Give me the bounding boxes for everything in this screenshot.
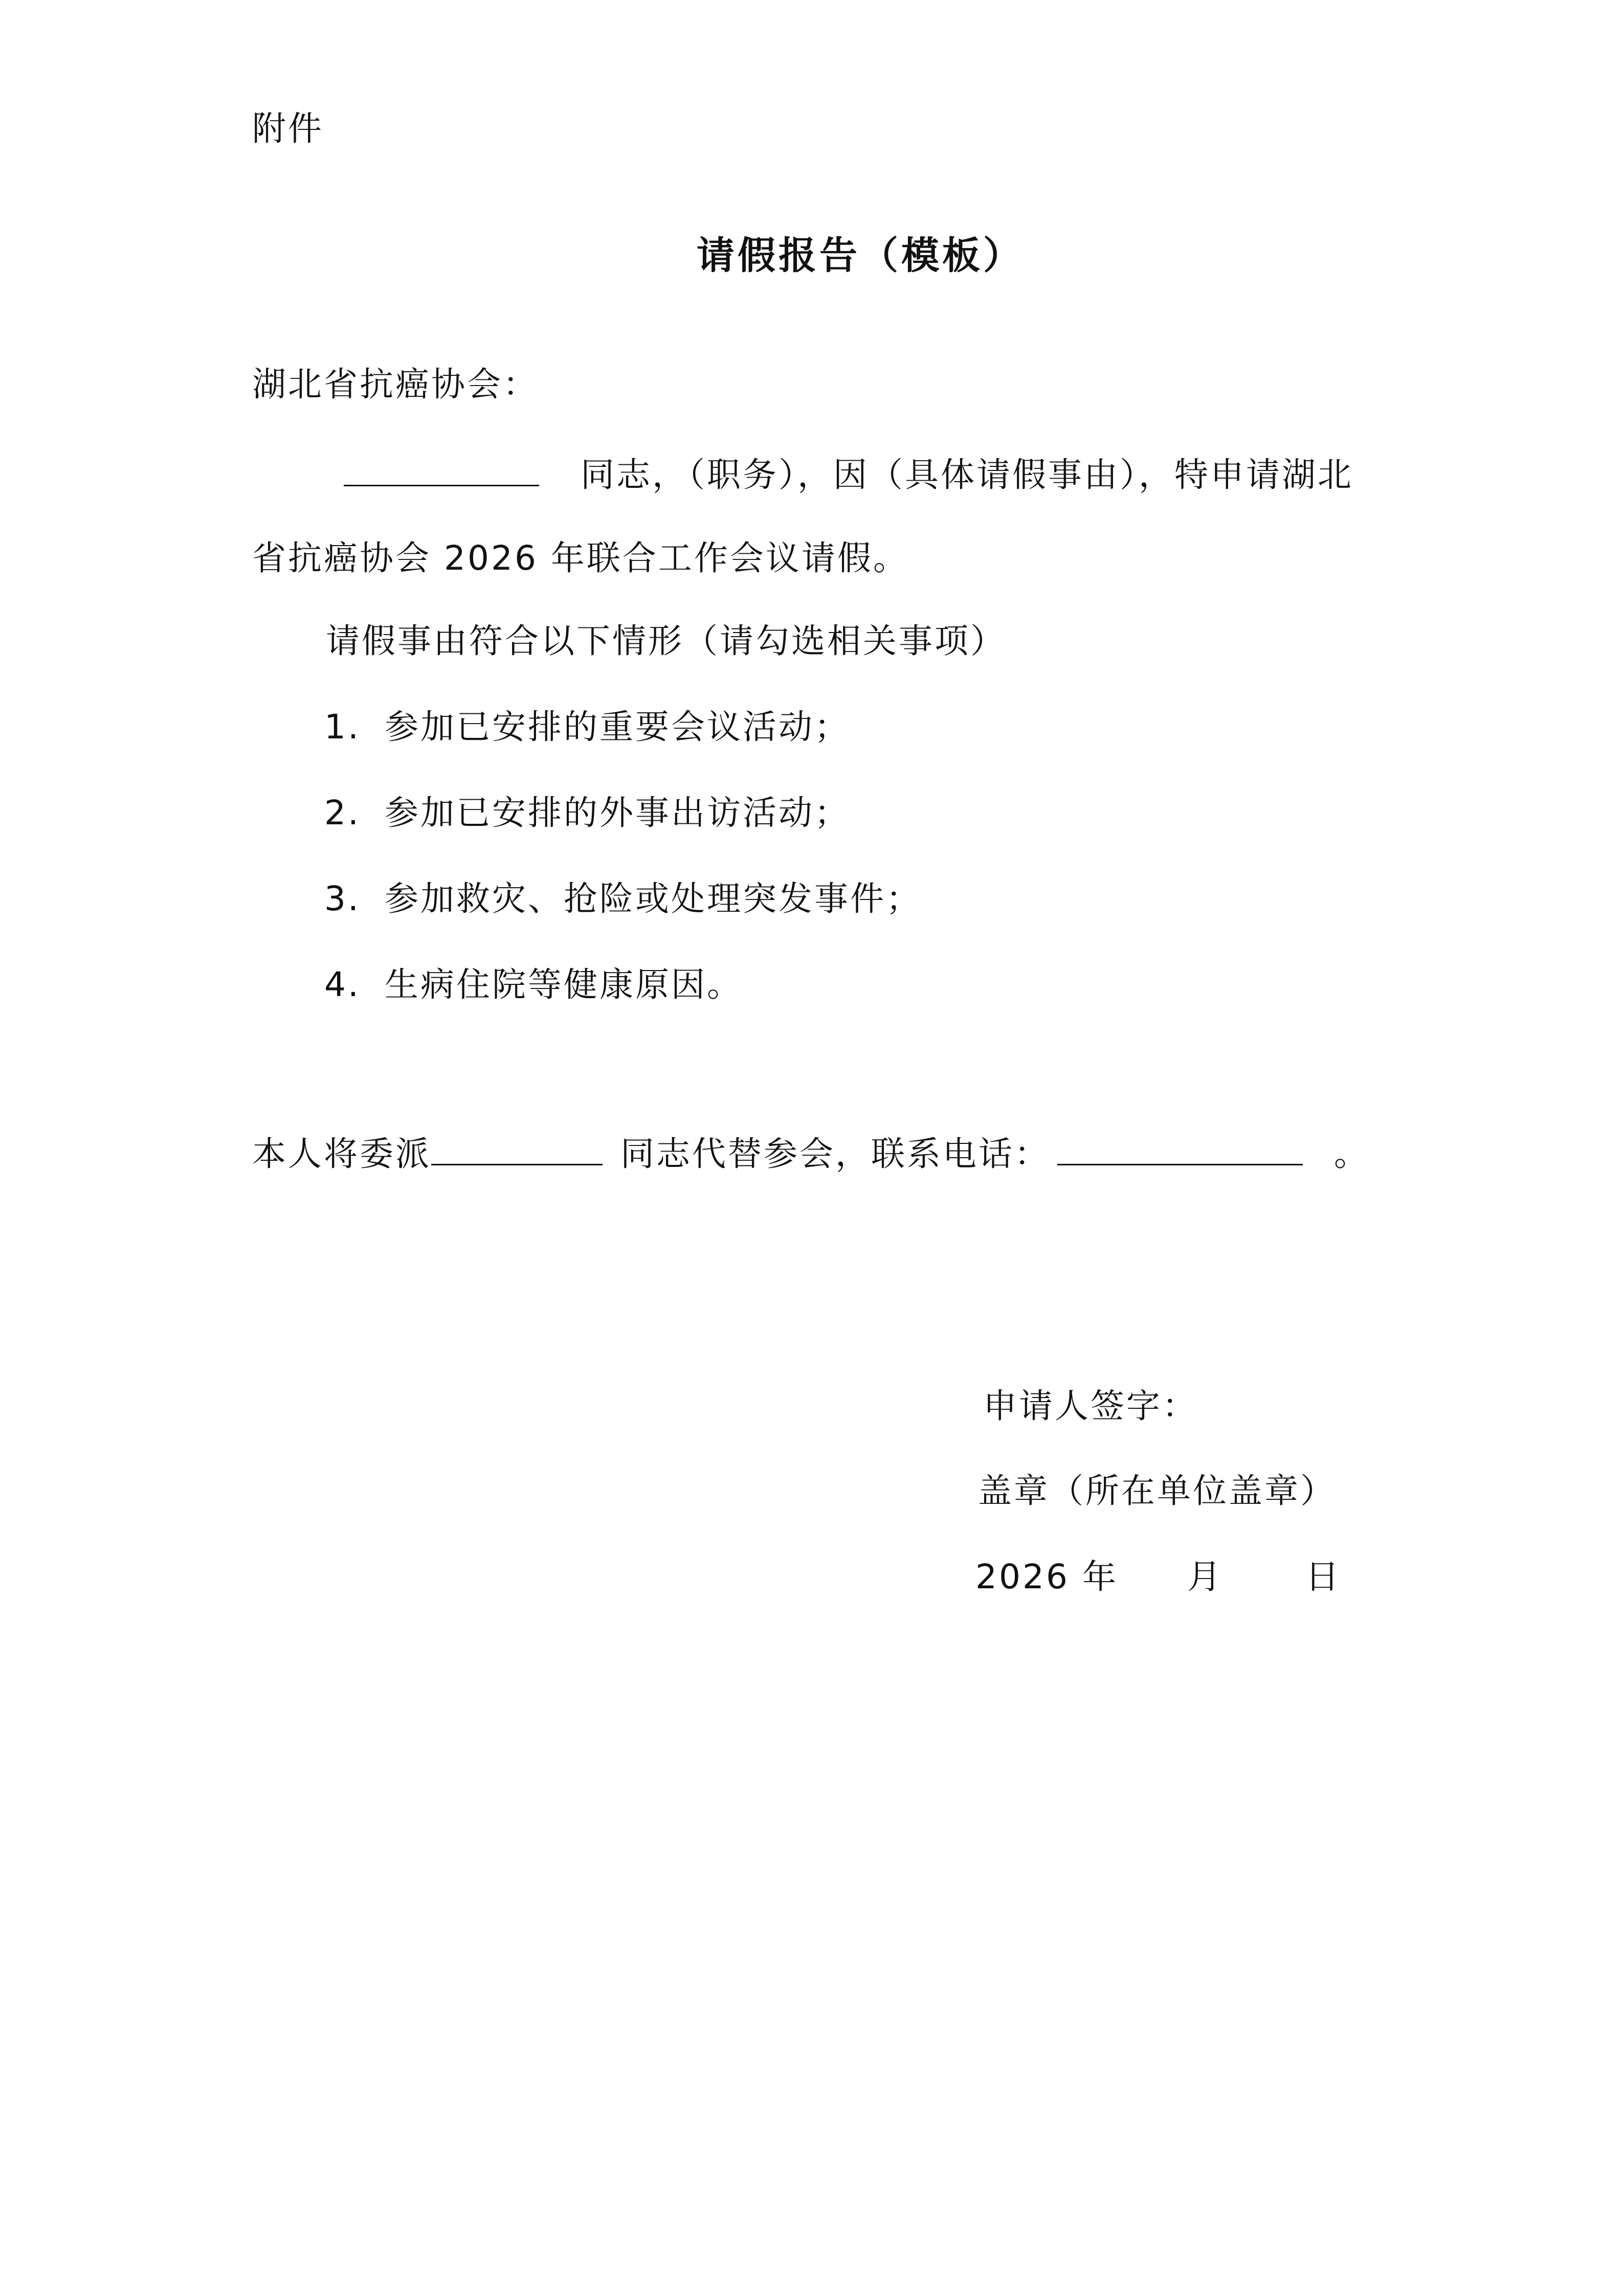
attachment-label: 附件	[252, 109, 324, 148]
date-day: 日	[1305, 1557, 1341, 1596]
reason-text: 参加已安排的重要会议活动；	[385, 707, 850, 747]
delegate-line	[252, 1132, 1370, 1175]
applicant-signature-label: 申请人签字：	[983, 1386, 1198, 1426]
phone-blank[interactable]	[1057, 1132, 1303, 1165]
seal-label: 盖章（所在单位盖章）	[978, 1471, 1336, 1511]
date-line	[975, 1557, 1341, 1597]
delegate-suffix: 。	[1333, 1134, 1370, 1174]
reason-item	[324, 964, 743, 1005]
reason-text: 生病住院等健康原因。	[385, 965, 743, 1004]
reason-item	[324, 707, 850, 748]
name-blank[interactable]	[344, 453, 539, 486]
delegate-prefix: 本人将委派	[252, 1134, 431, 1174]
reason-text: 参加已安排的外事出访活动；	[385, 793, 850, 832]
reason-text: 参加救灾、抢险或处理突发事件；	[385, 879, 922, 918]
reason-intro: 请假事由符合以下情形（请勾选相关事项）	[326, 621, 1006, 661]
request-paragraph-line2: 省抗癌协会 2026 年联合工作会议请假。	[252, 538, 909, 578]
addressee: 湖北省抗癌协会：	[252, 365, 539, 404]
request-paragraph-line1	[344, 453, 1353, 496]
page-title: 请假报告（模板）	[697, 234, 1024, 278]
reason-number: 2.	[324, 793, 361, 832]
request-text: 同志，（职务），因（具体请假事由），特申请湖北	[580, 455, 1353, 494]
date-month: 月	[1187, 1557, 1223, 1596]
reason-number: 1.	[324, 707, 361, 747]
delegate-middle: 同志代替参会，联系电话：	[620, 1134, 1050, 1174]
reason-item	[324, 793, 850, 834]
reason-number: 4.	[324, 965, 361, 1004]
delegate-name-blank[interactable]	[431, 1132, 603, 1165]
reason-item	[324, 879, 922, 919]
date-year: 2026 年	[975, 1557, 1118, 1596]
reason-number: 3.	[324, 879, 361, 918]
